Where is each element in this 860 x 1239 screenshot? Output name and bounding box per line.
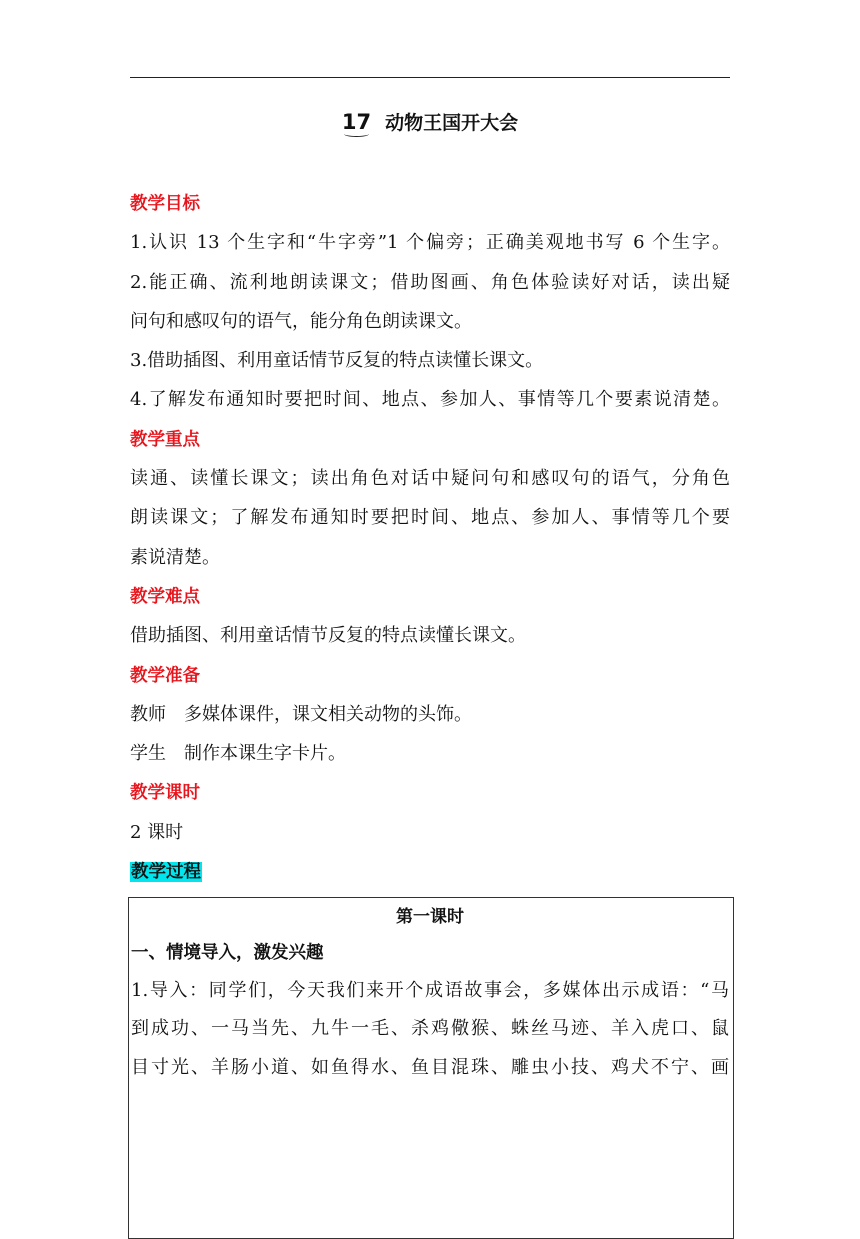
objective-line: 问句和感叹句的语气，能分角色朗读课文。 [130,310,472,332]
preparation-text: 多媒体课件，课文相关动物的头饰。 [184,703,472,725]
process-heading: 教学过程 [131,862,201,883]
objective-line: 3.借助插图、利用童话情节反复的特点读懂长课文。 [130,350,544,372]
preparation-item-teacher [130,700,730,739]
difficulty-heading: 教学难点 [130,586,200,607]
process-table-cell [131,902,729,1091]
periods-text: 2 课时 [130,821,184,843]
process-line: 目寸光、羊肠小道、如鱼得水、鱼目混珠、雕虫小技、鸡犬不宁、画 [131,1056,729,1078]
objective-line: 2.能正确、流利地朗读课文；借助图画、角色体验读好对话，读出疑 [130,271,730,293]
process-table [128,897,734,1239]
process-heading-row [130,857,730,896]
lesson-body [130,189,730,896]
preparation-role: 学生 [130,743,166,765]
preparation-text: 制作本课生字卡片。 [184,743,346,765]
key-points-heading: 教学重点 [130,429,200,450]
key-point-line: 素说清楚。 [130,546,220,568]
period-title: 第一课时 [396,907,464,927]
lesson-title [130,108,730,135]
objective-line: 1.认识 13 个生字和“牛字旁”1 个偏旁；正确美观地书写 6 个生字。 [130,232,730,254]
lesson-title-text: 动物王国开大会 [385,112,519,134]
process-line: 到成功、一马当先、九牛一毛、杀鸡儆猴、蛛丝马迹、羊入虎口、鼠 [131,1018,729,1040]
header-rule [130,77,730,78]
objectives-heading: 教学目标 [130,194,200,214]
key-point-line: 读通、读懂长课文；读出角色对话中疑问句和感叹句的语气，分角色 [130,468,730,490]
preparation-role: 教师 [130,703,166,725]
lesson-number: 17 [341,110,372,134]
step-heading: 一、情境导入，激发兴趣 [131,943,324,963]
process-line: 1.导入：同学们，今天我们来开个成语故事会，多媒体出示成语：“马 [131,980,729,1001]
preparation-item-student [130,739,730,778]
difficulty-text: 借助插图、利用童话情节反复的特点读懂长课文。 [130,625,526,647]
key-point-line: 朗读课文；了解发布通知时要把时间、地点、参加人、事情等几个要 [130,507,730,529]
preparation-heading: 教学准备 [130,665,200,686]
objective-line: 4.了解发布通知时要把时间、地点、参加人、事情等几个要素说清楚。 [130,389,730,411]
periods-heading: 教学课时 [130,783,200,804]
